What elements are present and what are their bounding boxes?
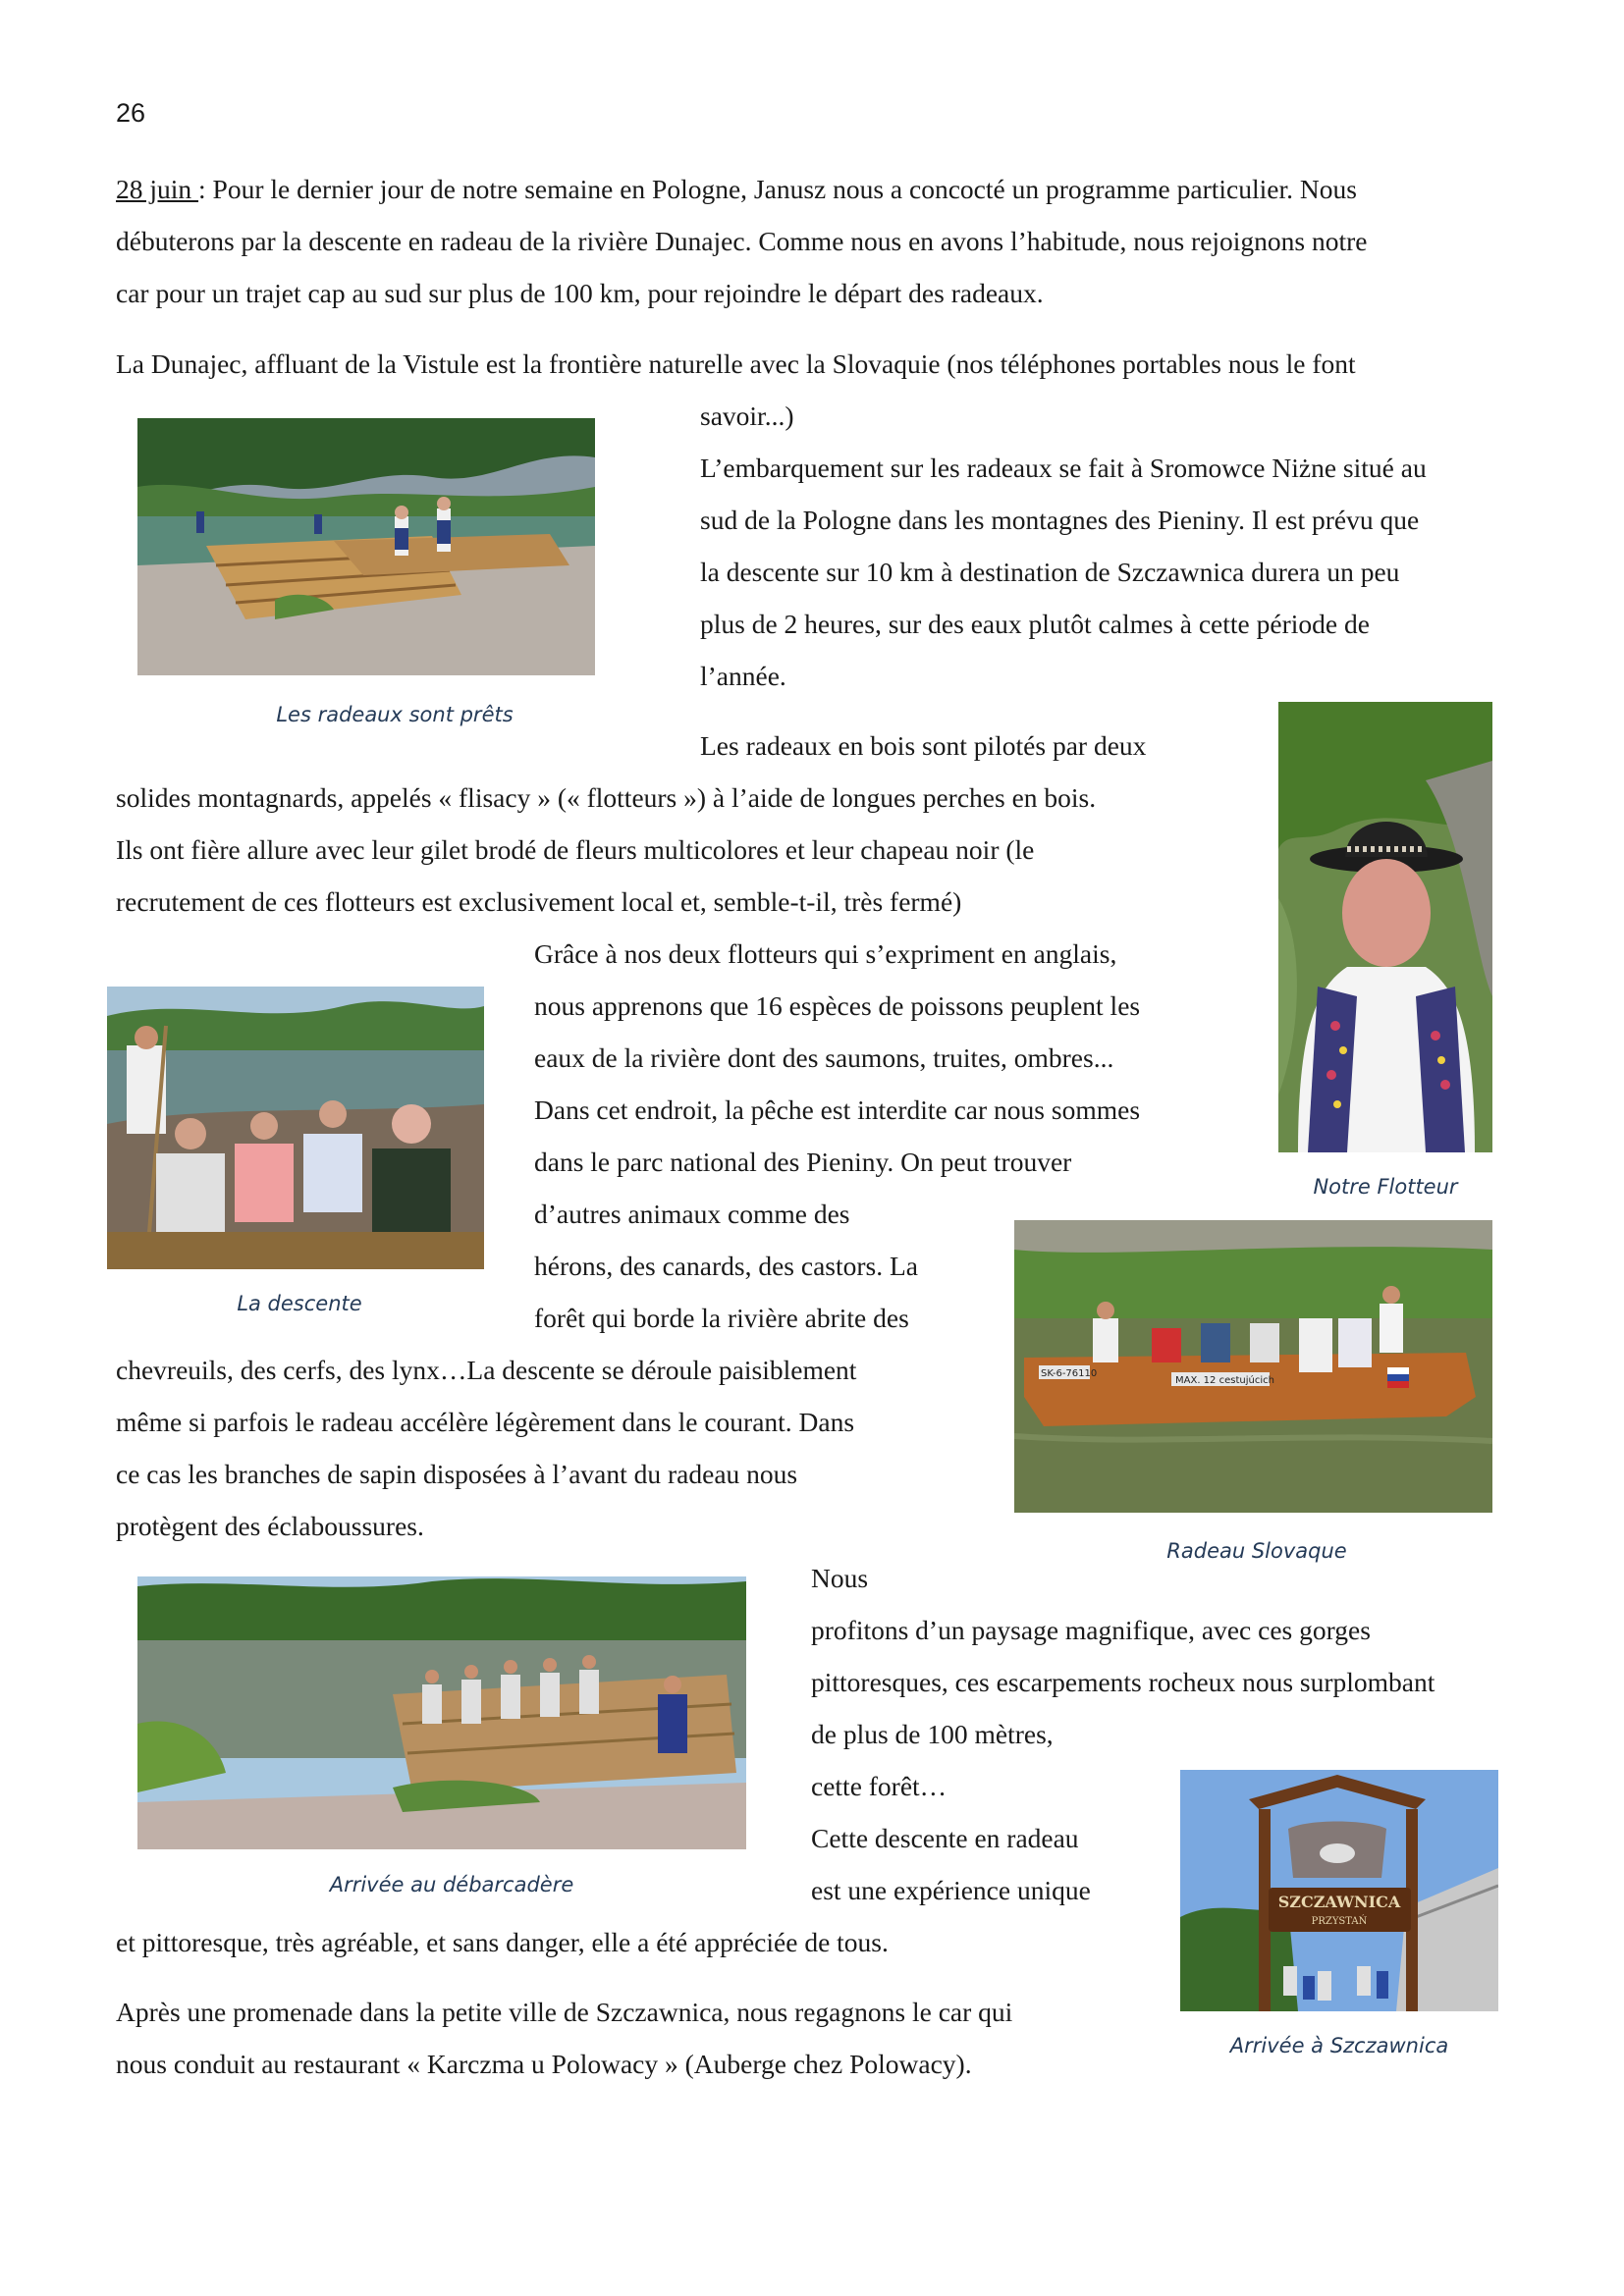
photo-descent	[107, 987, 484, 1269]
paragraph-2-line-2: savoir...)	[700, 400, 794, 431]
paragraph-5-line-6: d’autres animaux comme des	[534, 1199, 850, 1229]
date-heading: 28 juin	[116, 174, 199, 204]
paragraph-7-line-2: nous conduit au restaurant « Karczma u Polowacy » (Auberge chez Polowacy).	[116, 2049, 972, 2079]
paragraph-5-line-7: hérons, des canards, des castors. La	[534, 1251, 918, 1281]
paragraph-3-line-5: l’année.	[700, 661, 786, 691]
paragraph-4-line-1: Les radeaux en bois sont pilotés par deux	[700, 730, 1147, 761]
paragraph-1-line-3: car pour un trajet cap au sud sur plus de 100 km, pour rejoindre le départ des radeaux.	[116, 278, 1044, 308]
raft-capacity-text: MAX. 12 cestujúcich	[1175, 1375, 1274, 1386]
paragraph-5-line-3: eaux de la rivière dont des saumons, truites, ombres...	[534, 1042, 1114, 1073]
photo-landing	[137, 1576, 746, 1849]
page-number: 26	[116, 98, 146, 128]
paragraph-5-line-9: chevreuils, des cerfs, des lynx…La descente se déroule paisiblement	[116, 1355, 857, 1385]
photo-raftsman	[1278, 702, 1492, 1152]
caption-rafts-ready: Les radeaux sont prêts	[276, 703, 514, 726]
paragraph-6-line-7: est une expérience unique	[811, 1875, 1091, 1905]
paragraph-2-line-1: La Dunajec, affluant de la Vistule est la frontière naturelle avec la Slovaquie (nos téléphones portables nous le font	[116, 348, 1356, 379]
paragraph-6-line-1: Nous	[811, 1563, 869, 1593]
paragraph-5-line-5: dans le parc national des Pieniny. On peut trouver	[534, 1147, 1072, 1177]
paragraph-5-line-8: forêt qui borde la rivière abrite des	[534, 1303, 909, 1333]
caption-descent: La descente	[237, 1292, 362, 1315]
paragraph-4-line-4: recrutement de ces flotteurs est exclusivement local et, semble-t-il, très fermé)	[116, 886, 962, 917]
paragraph-6-line-3: pittoresques, ces escarpements rocheux nous surplombant	[811, 1667, 1435, 1697]
paragraph-4-line-3: Ils ont fière allure avec leur gilet brodé de fleurs multicolores et leur chapeau noir (le	[116, 834, 1035, 865]
caption-slovak-raft: Radeau Slovaque	[1166, 1539, 1347, 1563]
sign-main-text: SZCZAWNICA	[1277, 1893, 1401, 1911]
caption-landing: Arrivée au débarcadère	[329, 1873, 574, 1896]
paragraph-6-line-2: profitons d’un paysage magnifique, avec ces gorges	[811, 1615, 1371, 1645]
paragraph-7-line-1: Après une promenade dans la petite ville de Szczawnica, nous regagnons le car qui	[116, 1997, 1013, 2027]
paragraph-5-line-11: ce cas les branches de sapin disposées à l’avant du radeau nous	[116, 1459, 798, 1489]
paragraph-6-line-4: de plus de 100 mètres,	[811, 1719, 1054, 1749]
paragraph-5-line-12: protègent des éclaboussures.	[116, 1511, 424, 1541]
photo-rafts-ready	[137, 418, 595, 675]
paragraph-3-line-3: la descente sur 10 km à destination de Szczawnica durera un peu	[700, 557, 1400, 587]
paragraph-6-line-5: cette forêt…	[811, 1771, 947, 1801]
paragraph-3-line-4: plus de 2 heures, sur des eaux plutôt calmes à cette période de	[700, 609, 1370, 639]
caption-raftsman: Notre Flotteur	[1313, 1175, 1458, 1199]
photo-slovak-raft	[1014, 1220, 1492, 1513]
paragraph-3-line-1: L’embarquement sur les radeaux se fait à Sromowce Niżne situé au	[700, 453, 1427, 483]
paragraph-1-text: : Pour le dernier jour de notre semaine en Pologne, Janusz nous a concocté un programme particulier. Nous	[198, 174, 1357, 204]
paragraph-6-line-8: et pittoresque, très agréable, et sans danger, elle a été appréciée de tous.	[116, 1927, 889, 1957]
paragraph-5-line-10: même si parfois le radeau accélère légèrement dans le courant. Dans	[116, 1407, 855, 1437]
paragraph-6-line-6: Cette descente en radeau	[811, 1823, 1079, 1853]
paragraph-1-line-2: débuterons par la descente en radeau de la rivière Dunajec. Comme nous en avons l’habitude, nous rejoignons notre	[116, 226, 1368, 256]
sign-sub-text: PRZYSTAŃ	[1311, 1916, 1368, 1927]
paragraph-3-line-2: sud de la Pologne dans les montagnes des Pieniny. Il est prévu que	[700, 505, 1420, 535]
paragraph-1-line-1	[116, 173, 1357, 206]
paragraph-4-line-2: solides montagnards, appelés « flisacy » (« flotteurs ») à l’aide de longues perches en bois.	[116, 782, 1097, 813]
photo-szczawnica-gate	[1180, 1770, 1498, 2011]
caption-szczawnica-gate: Arrivée à Szczawnica	[1229, 2034, 1449, 2057]
paragraph-5-line-4: Dans cet endroit, la pêche est interdite car nous sommes	[534, 1095, 1141, 1125]
paragraph-5-line-2: nous apprenons que 16 espèces de poissons peuplent les	[534, 990, 1141, 1021]
raft-registration-text: SK-6-76110	[1041, 1368, 1098, 1379]
paragraph-5-line-1: Grâce à nos deux flotteurs qui s’expriment en anglais,	[534, 938, 1117, 969]
